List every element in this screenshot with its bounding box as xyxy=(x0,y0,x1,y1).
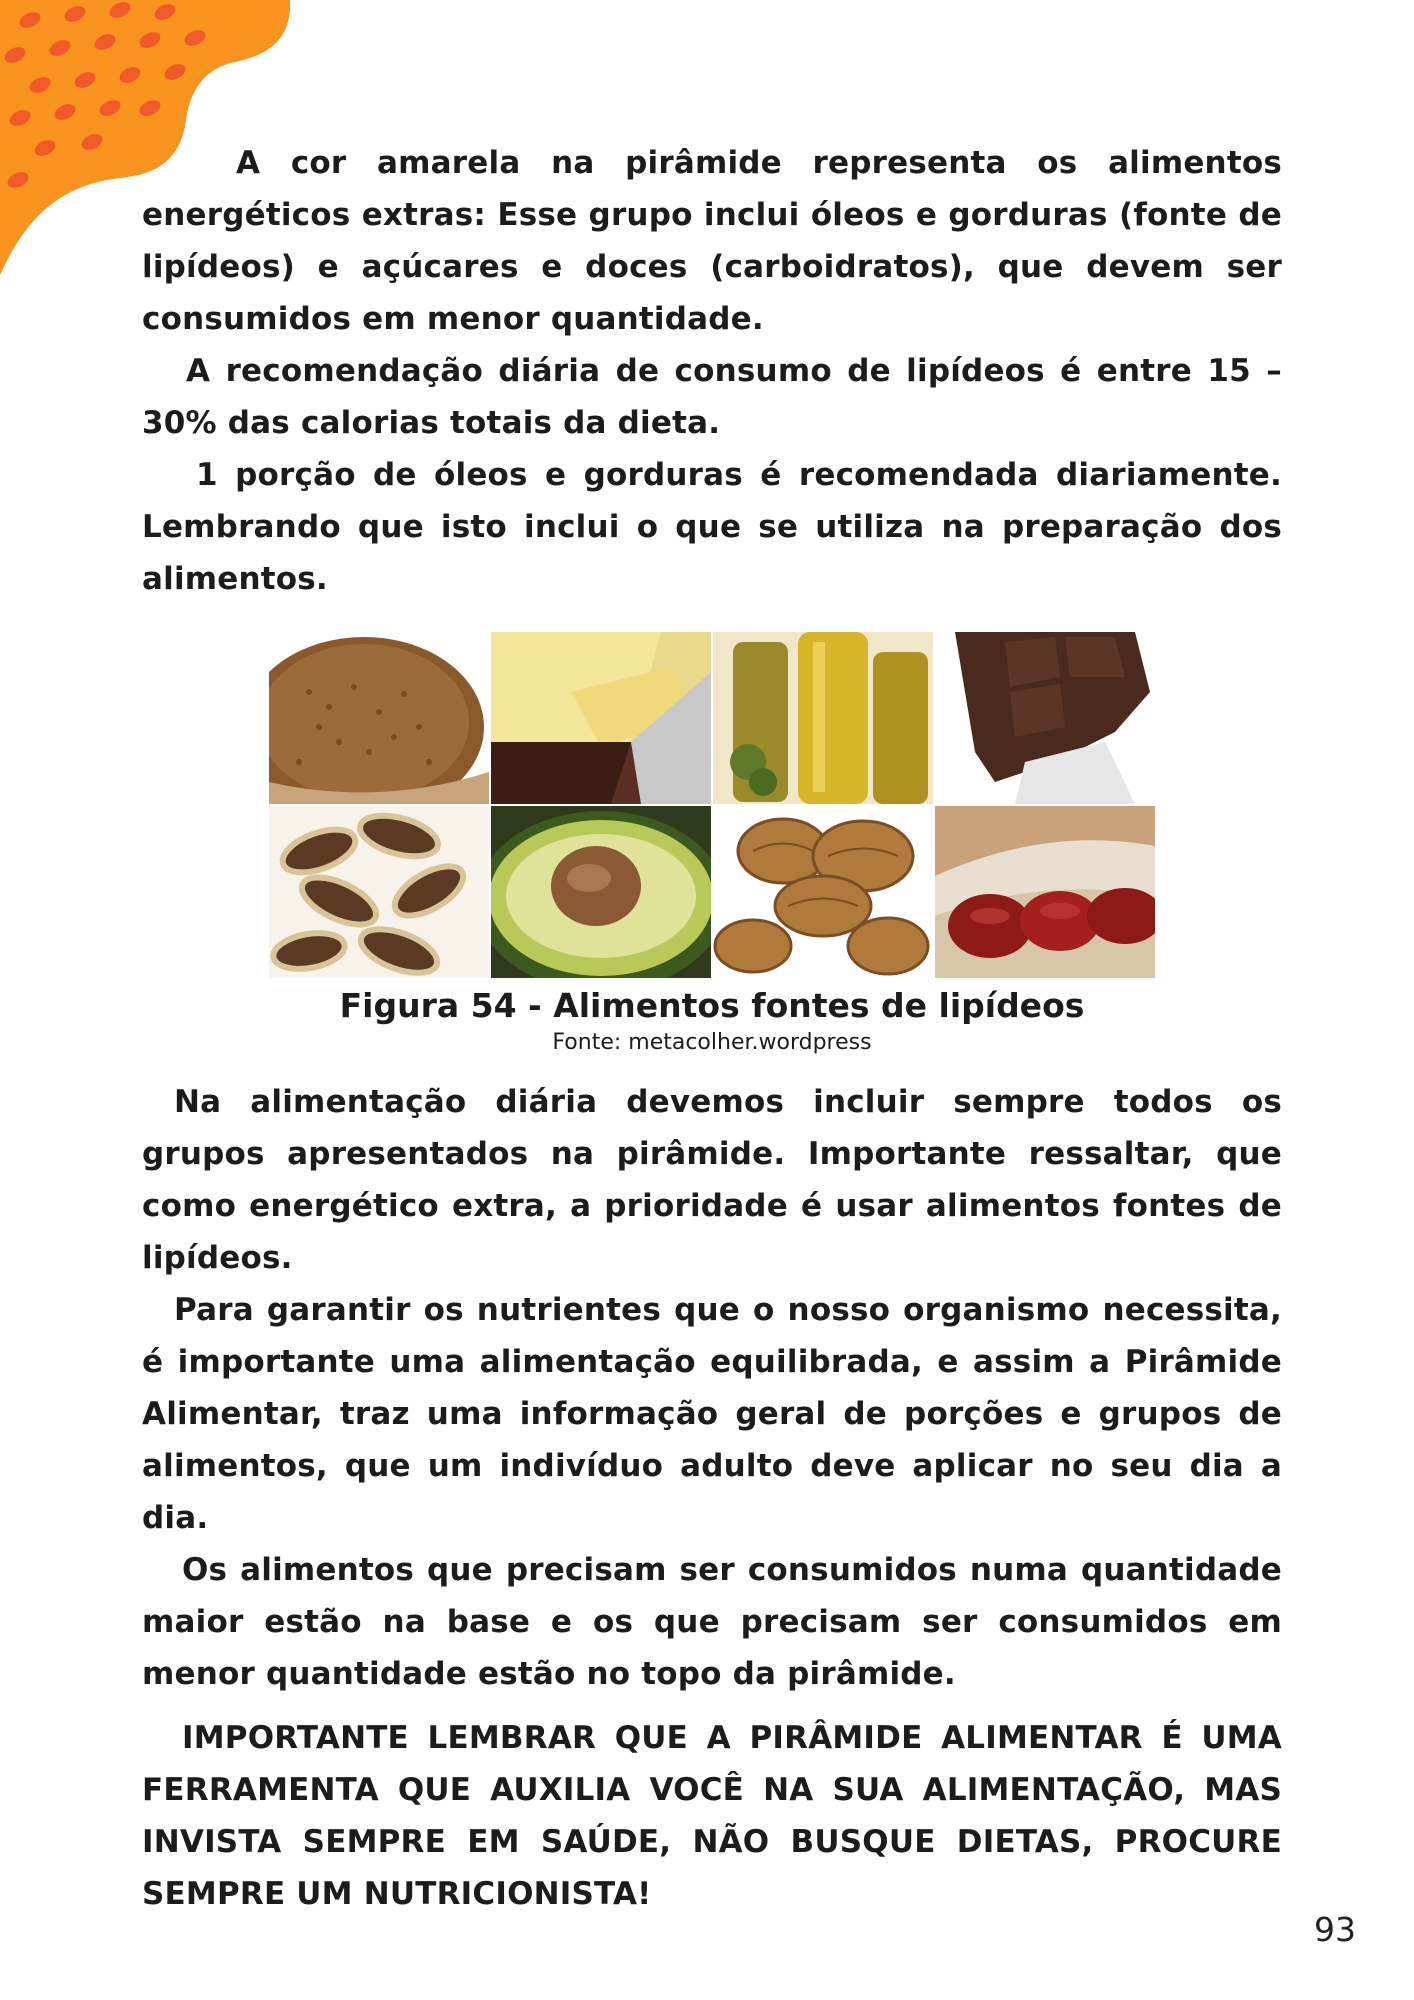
page-content xyxy=(142,137,1282,1920)
paragraph-oil-portion: 1 porção de óleos e gorduras é recomendada diariamente. Lembrando que isto inclui o que se utiliza na preparação dos alimentos. xyxy=(142,457,1282,597)
paragraph-pyramid-levels: Os alimentos que precisam ser consumidos numa quantidade maior estão na base e os que precisam ser consumidos em menor quantidade estão no topo da pirâmide. xyxy=(142,1552,1282,1692)
walnuts-image xyxy=(713,806,933,978)
peanuts-image xyxy=(935,806,1155,978)
figure-lipid-sources xyxy=(142,632,1282,1058)
food-image-collage xyxy=(269,632,1155,978)
page-number: 93 xyxy=(1314,1910,1356,1949)
figure-source: Fonte: metacolher.wordpress xyxy=(552,1030,872,1055)
paragraph-yellow-group: A cor amarela na pirâmide representa os alimentos energéticos extras: Esse grupo inclui óleos e gorduras (fonte de lipídeos) e açúcares e doces (carboidratos), que devem ser consumidos em menor quantidade. xyxy=(142,145,1282,337)
brazil-nuts-image xyxy=(269,806,489,978)
paragraph-balanced-diet: Para garantir os nutrientes que o nosso organismo necessita, é importante uma alimentação equilibrada, e assim a Pirâmide Alimentar, traz uma informação geral de porções e grupos de alimentos, que um indivíduo adulto deve aplicar no seu dia a dia. xyxy=(142,1292,1282,1536)
paragraph-daily-intake: Na alimentação diária devemos incluir sempre todos os grupos apresentados na pirâmide. Importante ressaltar, que como energético extra, a prioridade é usar alimentos fontes de lipídeos. xyxy=(142,1084,1282,1276)
butter-image xyxy=(491,632,711,804)
paragraph-important-note: IMPORTANTE LEMBRAR QUE A PIRÂMIDE ALIMENTAR É UMA FERRAMENTA QUE AUXILIA VOCÊ NA SUA ALIMENTAÇÃO, MAS INVISTA SEMPRE EM SAÚDE, NÃO BUSQUE DIETAS, PROCURE SEMPRE UM NUTRICIONISTA! xyxy=(142,1720,1282,1912)
figure-caption: Figura 54 - Alimentos fontes de lipídeos xyxy=(339,986,1085,1025)
chocolate-image xyxy=(935,632,1155,804)
oil-bottles-image xyxy=(713,632,933,804)
flaxseed-image xyxy=(269,632,489,804)
avocado-image xyxy=(491,806,711,978)
paragraph-lipid-recommendation: A recomendação diária de consumo de lipídeos é entre 15 – 30% das calorias totais da dieta. xyxy=(142,353,1282,441)
